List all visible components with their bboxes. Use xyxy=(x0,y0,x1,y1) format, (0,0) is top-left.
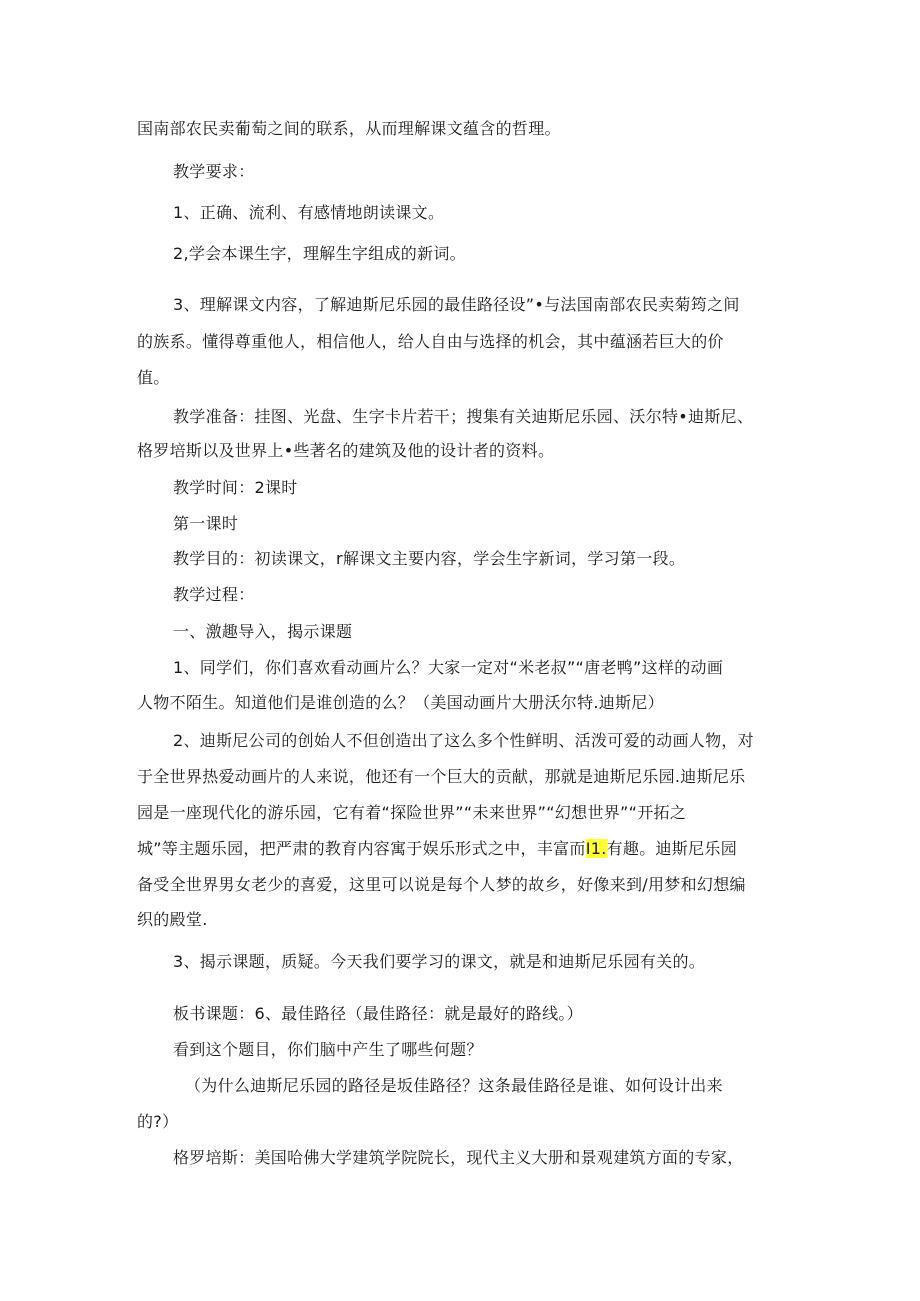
text-line-23: 3、揭示课题，质疑。今天我们要学习的课文，就是和迪斯尼乐园有关的。 xyxy=(173,952,706,971)
text-line-8: 教学准备：挂图、光盘、生字卡片若干；搜集有关迪斯尼乐园、沃尔特•迪斯尼、 xyxy=(173,407,754,426)
text-line-5: 3、理解课文内容，了解迪斯尼乐园的最佳路径设”•与法国南部农民卖菊筠之间 xyxy=(173,295,740,314)
text-line-28: 格罗培斯：美国哈佛大学建筑学院院长，现代主义大册和景观建筑方面的专家， xyxy=(173,1148,744,1167)
text-line-4: 2,学会本课生字，理解生字组成的新词。 xyxy=(173,244,466,263)
text-line-13: 教学过程： xyxy=(173,585,255,604)
text-line-7: 值。 xyxy=(137,368,170,387)
text-line-11: 第一课时 xyxy=(173,514,239,533)
text-line-20 xyxy=(137,838,737,860)
text-line-20-before: 城”等主题乐园，把严肃的教育内容寓于娱乐形式之中，丰富而 xyxy=(137,839,586,858)
text-line-14: 一、激趣导入，揭示课题 xyxy=(173,622,353,641)
text-line-1: 国南部农民卖葡萄之间的联系，从而理解课文蕴含的哲理。 xyxy=(137,119,561,138)
text-line-15: 1、同学们，你们喜欢看动画片么？大家一定对“米老叔”“唐老鸭”这样的动画 xyxy=(173,658,724,677)
text-line-19: 园是一座现代化的游乐园，它有着“探险世界”“未来世界”“幻想世界”“开拓之 xyxy=(137,803,687,822)
text-line-25: 看到这个题目，你们脑中产生了哪些何题？ xyxy=(173,1040,483,1059)
text-line-16: 人物不陌生。知道他们是谁创造的么？（美国动画片大册沃尔特.迪斯尼） xyxy=(137,693,664,712)
highlighted-text: I1. xyxy=(585,839,607,858)
text-line-6: 的族系。懂得尊重他人，相信他人，给人自由与选择的机会，其中蕴涵若巨大的价 xyxy=(137,332,724,351)
text-line-3: 1、正确、流利、有感情地朗读课文。 xyxy=(173,203,445,222)
text-line-22: 织的殿堂. xyxy=(137,910,208,929)
text-line-24: 板书课题：6、最佳路径（最佳路径：就是最好的路线。） xyxy=(173,1004,583,1023)
text-line-27: 的?） xyxy=(137,1112,179,1131)
text-line-17: 2、迪斯尼公司的创始人不但创造出了这么多个性鲜明、活泼可爱的动画人物，对 xyxy=(173,731,754,750)
text-line-18: 于全世界热爱动画片的人来说，他还有一个巨大的贡献，那就是迪斯尼乐园.迪斯尼乐 xyxy=(137,767,746,786)
text-line-9: 格罗培斯以及世界上•些著名的建筑及他的设计者的资料。 xyxy=(137,441,555,460)
text-line-21: 备受全世界男女老少的喜爱，这里可以说是每个人梦的故乡，好像来到/用梦和幻想编 xyxy=(137,875,746,894)
text-line-26: （为什么迪斯尼乐园的路径是坂佳路径？这条最佳路径是谁、如何设计出来 xyxy=(185,1076,723,1095)
text-line-10: 教学时间：2课时 xyxy=(173,478,298,497)
text-line-2: 教学要求： xyxy=(173,162,255,181)
text-line-20-after: 有趣。迪斯尼乐园 xyxy=(606,839,737,858)
text-line-12: 教学目的：初读课文，r解课文主要内容，学会生字新词，学习第一段。 xyxy=(173,549,686,568)
